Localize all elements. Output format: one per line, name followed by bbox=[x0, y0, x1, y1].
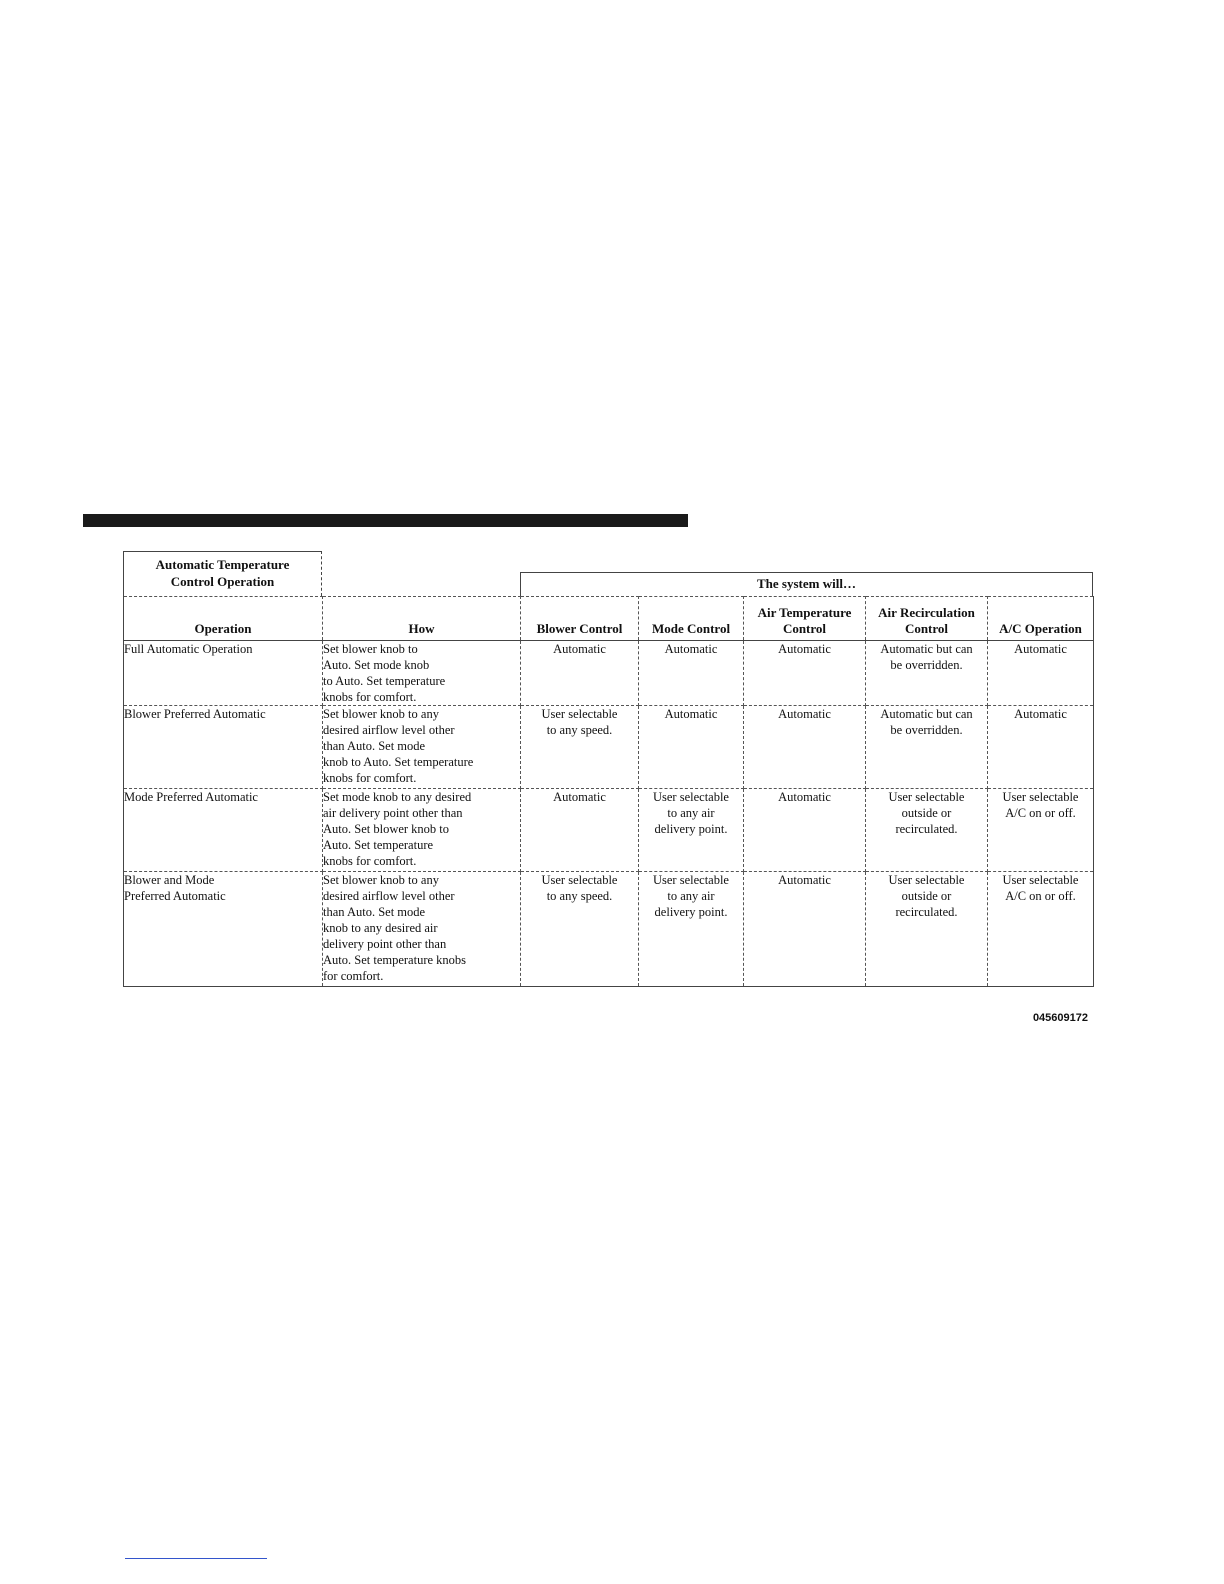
air-recirculation-cell: User selectable outside or recirculated. bbox=[866, 872, 988, 987]
footer-rule bbox=[125, 1558, 267, 1559]
figure-id: 045609172 bbox=[1032, 1012, 1088, 1024]
blower-control-cell: User selectable to any speed. bbox=[521, 706, 639, 789]
ac-operation-cell: User selectable A/C on or off. bbox=[988, 789, 1094, 872]
table-row bbox=[124, 641, 1094, 706]
column-header-operation: Operation bbox=[124, 597, 323, 641]
column-header-mode-control: Mode Control bbox=[639, 597, 744, 641]
air-temperature-cell: Automatic bbox=[744, 872, 866, 987]
blower-control-cell: Automatic bbox=[521, 641, 639, 706]
air-temperature-cell: Automatic bbox=[744, 641, 866, 706]
operation-cell: Full Automatic Operation bbox=[124, 641, 323, 706]
how-cell: Set blower knob to any desired airflow level other than Auto. Set mode knob to any desired air delivery point other than Auto. Set temperature knobs for comfort. bbox=[323, 872, 521, 987]
air-recirculation-cell: User selectable outside or recirculated. bbox=[866, 789, 988, 872]
air-temperature-cell: Automatic bbox=[744, 789, 866, 872]
system-will-group-header: The system will… bbox=[520, 572, 1093, 597]
air-recirculation-cell: Automatic but can be overridden. bbox=[866, 706, 988, 789]
operation-cell: Mode Preferred Automatic bbox=[124, 789, 323, 872]
table-title-box bbox=[123, 551, 322, 596]
column-header-how: How bbox=[323, 597, 521, 641]
operation-table bbox=[123, 596, 1094, 987]
mode-control-cell: User selectable to any air delivery point. bbox=[639, 789, 744, 872]
section-divider-bar bbox=[83, 514, 688, 527]
table-row bbox=[124, 872, 1094, 987]
mode-control-cell: Automatic bbox=[639, 641, 744, 706]
ac-operation-cell: User selectable A/C on or off. bbox=[988, 872, 1094, 987]
air-recirculation-cell: Automatic but can be overridden. bbox=[866, 641, 988, 706]
how-cell: Set blower knob to Auto. Set mode knob to Auto. Set temperature knobs for comfort. bbox=[323, 641, 521, 706]
blower-control-cell: Automatic bbox=[521, 789, 639, 872]
ac-operation-cell: Automatic bbox=[988, 706, 1094, 789]
table-title: Automatic Temperature Control Operation bbox=[155, 557, 290, 589]
header-row bbox=[124, 597, 1094, 641]
table-row bbox=[124, 706, 1094, 789]
column-header-air-temperature-control: Air Temperature Control bbox=[744, 597, 866, 641]
ac-operation-cell: Automatic bbox=[988, 641, 1094, 706]
mode-control-cell: User selectable to any air delivery point. bbox=[639, 872, 744, 987]
table-row bbox=[124, 789, 1094, 872]
mode-control-cell: Automatic bbox=[639, 706, 744, 789]
operation-cell: Blower Preferred Automatic bbox=[124, 706, 323, 789]
how-cell: Set mode knob to any desired air delivery point other than Auto. Set blower knob to Auto. Set temperature knobs for comfort. bbox=[323, 789, 521, 872]
column-header-blower-control: Blower Control bbox=[521, 597, 639, 641]
air-temperature-cell: Automatic bbox=[744, 706, 866, 789]
blower-control-cell: User selectable to any speed. bbox=[521, 872, 639, 987]
column-header-ac-operation: A/C Operation bbox=[988, 597, 1094, 641]
column-header-air-recirculation-control: Air Recirculation Control bbox=[866, 597, 988, 641]
how-cell: Set blower knob to any desired airflow level other than Auto. Set mode knob to Auto. Set temperature knobs for comfort. bbox=[323, 706, 521, 789]
operation-cell: Blower and Mode Preferred Automatic bbox=[124, 872, 323, 987]
